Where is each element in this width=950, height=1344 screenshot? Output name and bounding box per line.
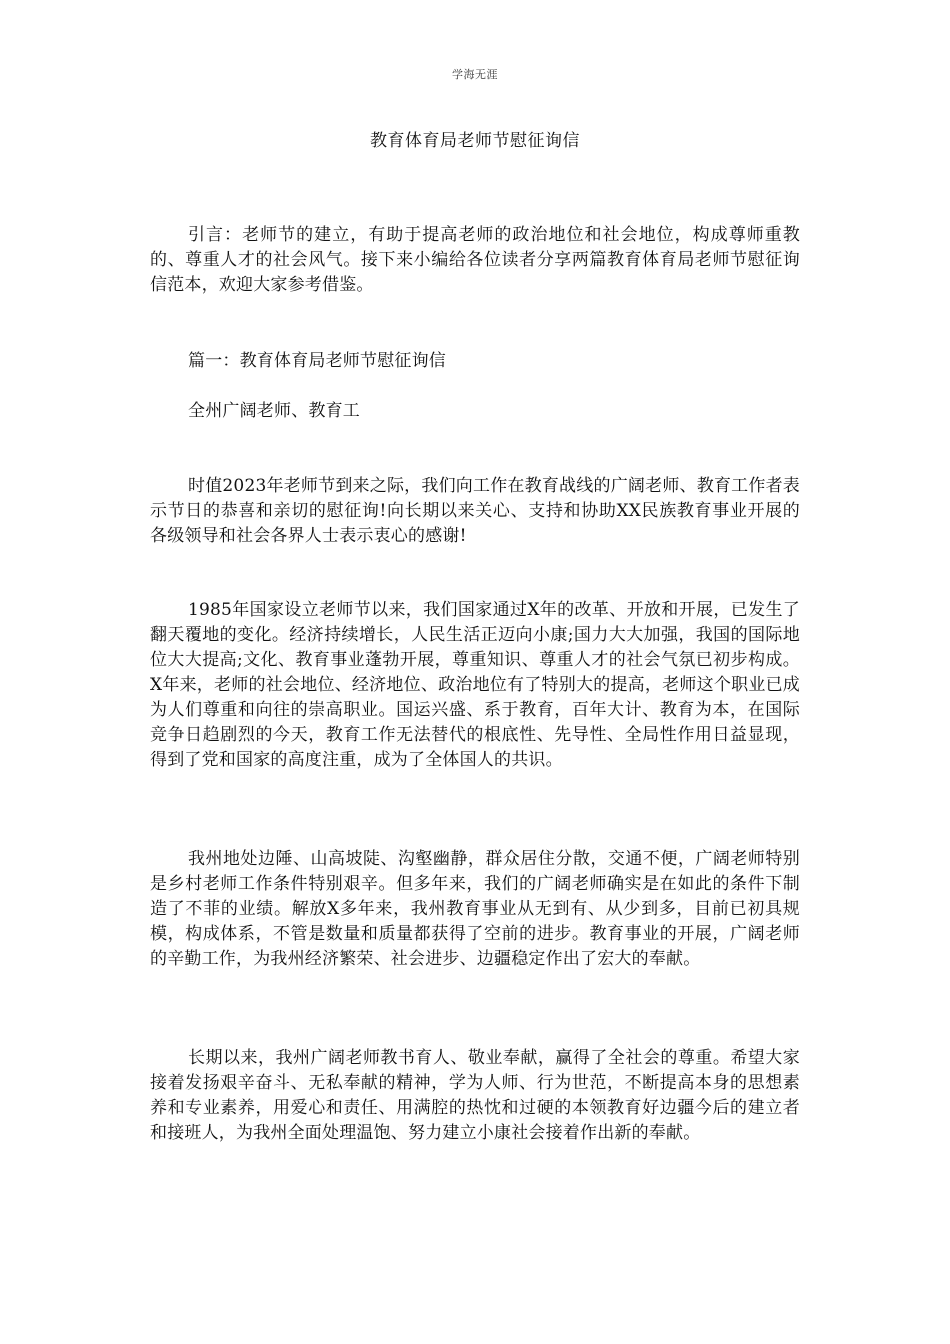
document-title: 教育体育局老师节慰征询信: [370, 131, 580, 151]
salutation: 全州广阔老师、教育工: [188, 401, 360, 421]
body-paragraph-2: 1985年国家设立老师节以来，我们国家通过X年的改革、开放和开展，已发生了翻天覆地的变化。经济持续增长，人民生活正迈向小康;国力大大加强，我国的国际地位大大提高;文化、教育事业蓬勃开展，尊重知识、尊重人才的社会气氛已初步构成。X年来，老师的社会地位、经济地位、政治地位有了特别大的提高，老师这个职业已成为人们尊重和向往的崇高职业。国运兴盛、系于教育，百年大计、教育为本，在国际竞争日趋剧烈的今天，教育工作无法替代的根底性、先导性、全局性作用日益显现，得到了党和国家的高度注重，成为了全体国人的共识。: [150, 600, 800, 770]
body-paragraph-1: 时值2023年老师节到来之际，我们向工作在教育战线的广阔老师、教育工作者表示节日的恭喜和亲切的慰征询!向长期以来关心、支持和协助XX民族教育事业开展的各级领导和社会各界人士表示衷心的感谢!: [150, 476, 800, 546]
intro-paragraph: 引言：老师节的建立，有助于提高老师的政治地位和社会地位，构成尊师重教的、尊重人才的社会风气。接下来小编给各位读者分享两篇教育体育局老师节慰征询信范本，欢迎大家参考借鉴。: [150, 225, 800, 295]
body-paragraph-3: 我州地处边陲、山高坡陡、沟壑幽静，群众居住分散，交通不便，广阔老师特别是乡村老师工作条件特别艰辛。但多年来，我们的广阔老师确实是在如此的条件下制造了不菲的业绩。解放X多年来，我州教育事业从无到有、从少到多，目前已初具规模，构成体系，不管是数量和质量都获得了空前的进步。教育事业的开展，广阔老师的辛勤工作，为我州经济繁荣、社会进步、边疆稳定作出了宏大的奉献。: [150, 849, 800, 969]
page-header: 学海无涯: [452, 68, 498, 81]
body-paragraph-4: 长期以来，我州广阔老师教书育人、敬业奉献，赢得了全社会的尊重。希望大家接着发扬艰辛奋斗、无私奉献的精神，学为人师、行为世范，不断提高本身的思想素养和专业素养，用爱心和责任、用满腔的热忱和过硬的本领教育好边疆今后的建立者和接班人，为我州全面处理温饱、努力建立小康社会接着作出新的奉献。: [150, 1048, 800, 1143]
section-heading: 篇一：教育体育局老师节慰征询信: [188, 351, 446, 371]
